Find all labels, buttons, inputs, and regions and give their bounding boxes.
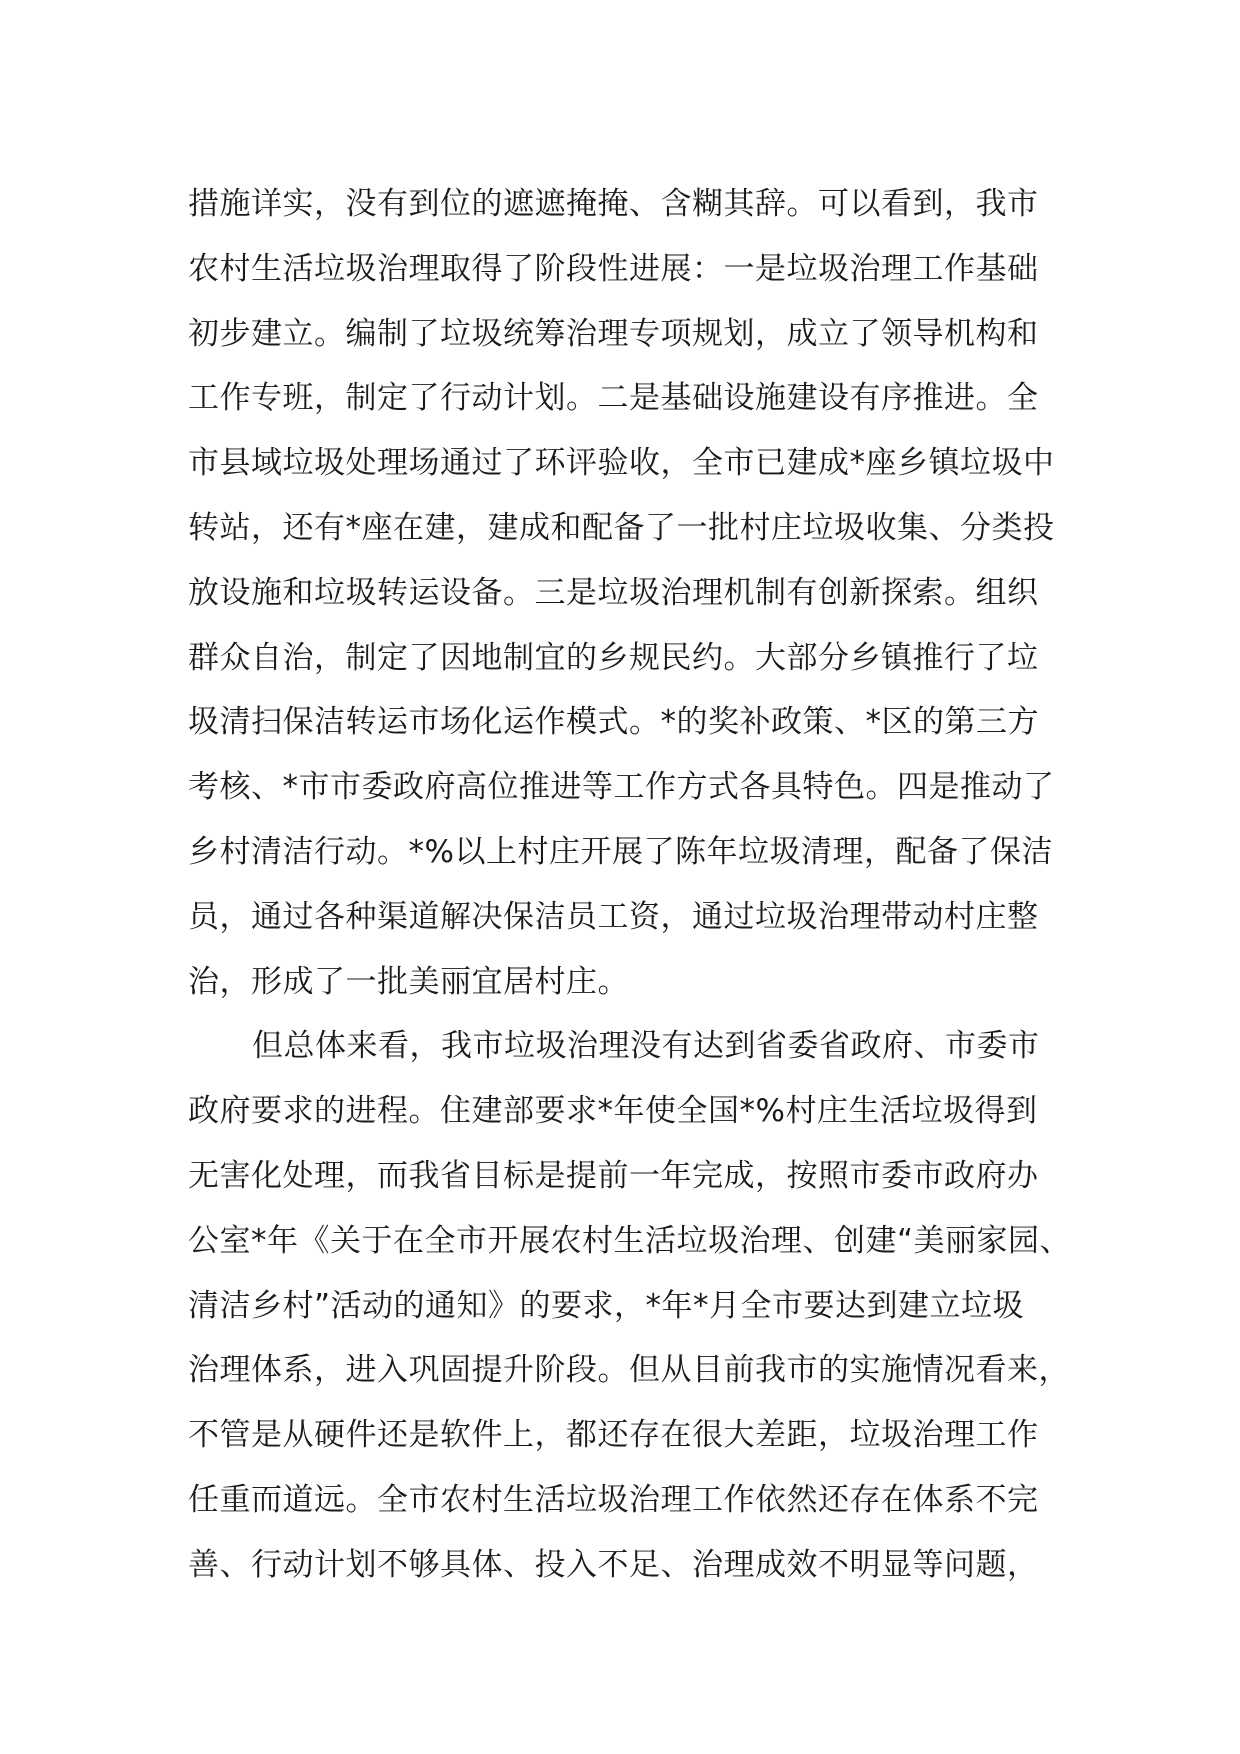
text-line: 任重而道远。全市农村生活垃圾治理工作依然还存在体系不完 [188,1481,1039,1518]
text-line: 政府要求的进程。住建部要求*年使全国*%村庄生活垃圾得到 [188,1093,1038,1130]
text-line: 清洁乡村”活动的通知》的要求，*年*月全市要达到建立垃圾 [188,1287,1025,1324]
text-line: 公室*年《关于在全市开展农村生活垃圾治理、创建“美丽家园、 [188,1222,1072,1259]
text-line: 农村生活垃圾治理取得了阶段性进展：一是垃圾治理工作基础 [188,250,1039,287]
text-line: 乡村清洁行动。*%以上村庄开展了陈年垃圾清理，配备了保洁 [188,833,1053,870]
text-line: 群众自治，制定了因地制宜的乡规民约。大部分乡镇推行了垃 [188,639,1039,676]
text-line: 治，形成了一批美丽宜居村庄。 [188,963,629,1000]
text-line: 考核、*市市委政府高位推进等工作方式各具特色。四是推动了 [188,769,1055,806]
text-line: 员，通过各种渠道解决保洁员工资，通过垃圾治理带动村庄整 [188,898,1039,935]
text-line: 无害化处理，而我省目标是提前一年完成，按照市委市政府办 [188,1157,1039,1194]
text-line: 初步建立。编制了垃圾统筹治理专项规划，成立了领导机构和 [188,315,1039,352]
text-line: 治理体系，进入巩固提升阶段。但从目前我市的实施情况看来， [188,1352,1070,1389]
text-line: 善、行动计划不够具体、投入不足、治理成效不明显等问题， [188,1546,1039,1583]
text-line: 圾清扫保洁转运市场化运作模式。*的奖补政策、*区的第三方 [188,704,1039,741]
text-line: 市县域垃圾处理场通过了环评验收，全市已建成*座乡镇垃圾中 [188,445,1055,482]
text-line: 工作专班，制定了行动计划。二是基础设施建设有序推进。全 [188,380,1039,417]
text-line: 不管是从硬件还是软件上，都还存在很大差距，垃圾治理工作 [188,1417,1039,1454]
text-line: 措施详实，没有到位的遮遮掩掩、含糊其辞。可以看到，我市 [188,186,1039,222]
paragraph-start-line: 但总体来看，我市垃圾治理没有达到省委省政府、市委市 [252,1028,1040,1065]
body-text [188,172,1088,1598]
text-line: 转站，还有*座在建，建成和配备了一批村庄垃圾收集、分类投 [188,509,1055,546]
text-line: 放设施和垃圾转运设备。三是垃圾治理机制有创新探索。组织 [188,574,1039,611]
